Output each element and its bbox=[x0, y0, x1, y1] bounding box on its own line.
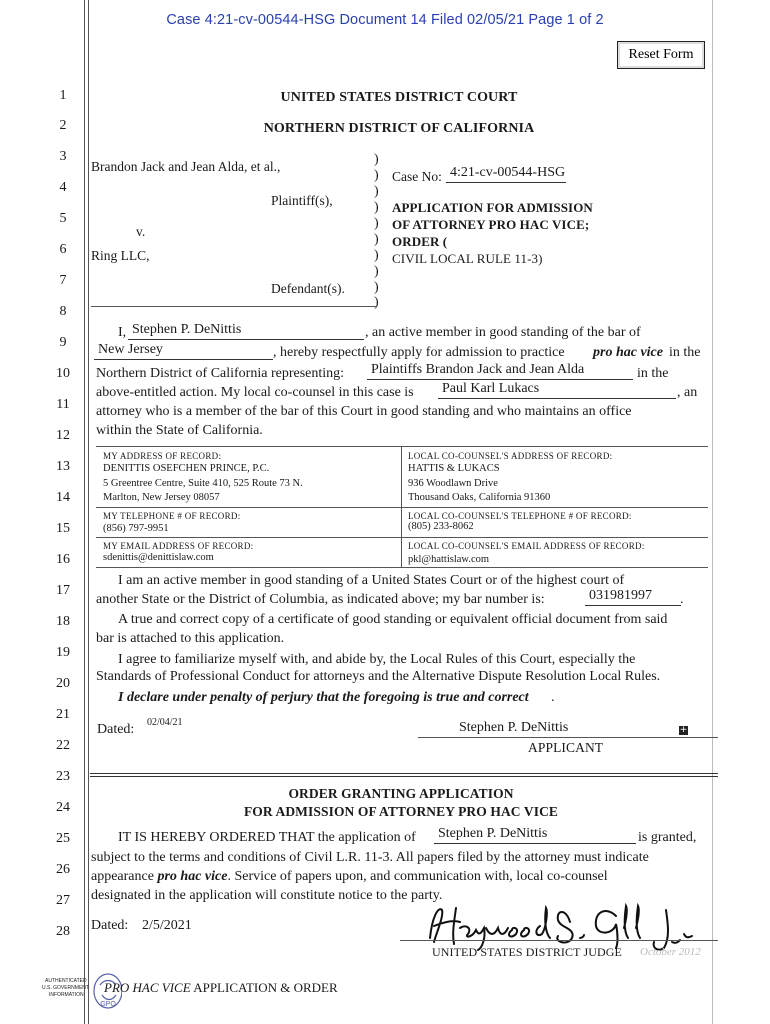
line-number: 23 bbox=[56, 769, 70, 784]
caption-title-3: ORDER ( bbox=[392, 234, 448, 249]
caption-title-2: OF ATTORNEY PRO HAC VICE; bbox=[392, 217, 590, 232]
line-number: 28 bbox=[56, 924, 70, 939]
line-number: 2 bbox=[59, 118, 67, 133]
order-p3: appearance pro hac vice. Service of papers upon, and communication with, local co-counsel bbox=[91, 869, 608, 884]
order-dated-field[interactable]: 2/5/2021 bbox=[142, 918, 192, 933]
cc-address-line-3: Thousand Oaks, California 91360 bbox=[408, 492, 551, 503]
order-title-1: ORDER GRANTING APPLICATION bbox=[288, 786, 514, 801]
line-number: 17 bbox=[56, 583, 70, 598]
my-email-label: MY EMAIL ADDRESS OF RECORD: bbox=[103, 541, 254, 551]
form-date: October 2012 bbox=[640, 946, 701, 958]
line-number: 16 bbox=[56, 552, 70, 567]
app-text-3: in the bbox=[669, 345, 701, 360]
svg-text:INFORMATION: INFORMATION bbox=[49, 992, 84, 998]
right-margin-rule bbox=[712, 0, 713, 1024]
cc-email-field[interactable]: pkl@hattislaw.com bbox=[408, 554, 490, 565]
order-applicant-field[interactable]: Stephen P. DeNittis bbox=[434, 826, 636, 844]
add-signature-icon[interactable]: + bbox=[679, 725, 688, 735]
app-text-4: Northern District of California representing: bbox=[96, 366, 345, 381]
line-number: 1 bbox=[59, 88, 67, 103]
bar-number-field[interactable]: 031981997 bbox=[585, 588, 681, 606]
applicant-label: APPLICANT bbox=[528, 740, 604, 755]
court-district: NORTHERN DISTRICT OF CALIFORNIA bbox=[263, 121, 535, 136]
body-p2b: bar is attached to this application. bbox=[96, 631, 285, 646]
app-text-1: , an active member in good standing of the bar of bbox=[365, 325, 641, 340]
local-counsel-field[interactable]: Paul Karl Lukacs bbox=[438, 381, 676, 399]
line-number: 22 bbox=[56, 738, 70, 753]
footer-text: PRO HAC VICE APPLICATION & ORDER bbox=[104, 980, 338, 995]
left-margin-rule-inner bbox=[88, 0, 89, 1024]
cc-address-line-1: HATTIS & LUKACS bbox=[408, 463, 500, 474]
line-number: 14 bbox=[56, 490, 70, 505]
order-dated-label: Dated: bbox=[91, 918, 129, 933]
order-p1b: is granted, bbox=[638, 830, 697, 845]
caption-title-4: CIVIL LOCAL RULE 11-3) bbox=[392, 251, 543, 266]
defendants-label: Defendant(s). bbox=[271, 281, 345, 296]
left-margin-rule bbox=[84, 0, 85, 1024]
cc-address-line-2: 936 Woodlawn Drive bbox=[408, 478, 498, 489]
line-number: 12 bbox=[56, 428, 70, 443]
app-text-8: attorney who is a member of the bar of this Court in good standing and who maintains an office bbox=[96, 404, 632, 419]
caption-title-1: APPLICATION FOR ADMISSION bbox=[392, 200, 593, 215]
cc-phone-field[interactable]: (805) 233-8062 bbox=[408, 521, 474, 532]
line-number: 19 bbox=[56, 645, 70, 660]
my-address-line-3: Marlton, New Jersey 08057 bbox=[103, 492, 220, 503]
line-number: 9 bbox=[59, 335, 67, 350]
reset-form-button[interactable]: Reset Form bbox=[617, 41, 705, 69]
my-address-label: MY ADDRESS OF RECORD: bbox=[103, 451, 222, 461]
judge-label: UNITED STATES DISTRICT JUDGE bbox=[432, 945, 622, 959]
pro-hac-vice-text-2: pro hac vice bbox=[157, 869, 228, 884]
cc-email-label: LOCAL CO-COUNSEL'S EMAIL ADDRESS OF RECORD: bbox=[408, 541, 645, 551]
svg-text:U.S. GOVERNMENT: U.S. GOVERNMENT bbox=[42, 985, 89, 991]
case-no-field[interactable]: 4:21-cv-00544-HSG bbox=[446, 165, 566, 183]
app-text-6: above-entitled action. My local co-counsel in this case is bbox=[96, 385, 414, 400]
order-p1a: IT IS HEREBY ORDERED THAT the application of bbox=[118, 830, 416, 845]
svg-text:GPO: GPO bbox=[100, 1001, 116, 1008]
my-address-line-1: DENITTIS OSEFCHEN PRINCE, P.C. bbox=[103, 463, 270, 474]
caption-underline bbox=[91, 306, 376, 307]
app-dated-label: Dated: bbox=[97, 722, 135, 737]
body-p2a: A true and correct copy of a certificate of good standing or equivalent official document from said bbox=[118, 612, 668, 627]
line-number: 18 bbox=[56, 614, 70, 629]
svg-text:AUTHENTICATED: AUTHENTICATED bbox=[45, 978, 87, 984]
body-p1a: I am an active member in good standing of a United States Court or of the highest court of bbox=[118, 573, 625, 588]
order-p2: subject to the terms and conditions of Civil L.R. 11-3. All papers filed by the attorney must indicate bbox=[91, 850, 649, 865]
body-p3a: I agree to familiarize myself with, and abide by, the Local Rules of this Court, especially the bbox=[118, 652, 636, 667]
i-label: I, bbox=[118, 325, 127, 340]
line-number: 13 bbox=[56, 459, 70, 474]
case-no-label: Case No: bbox=[392, 169, 442, 184]
line-number: 8 bbox=[59, 304, 67, 319]
line-number: 10 bbox=[56, 366, 70, 381]
plaintiff-names: Brandon Jack and Jean Alda, et al., bbox=[91, 159, 281, 174]
pro-hac-vice-text: pro hac vice bbox=[593, 345, 663, 360]
declaration-end: . bbox=[551, 690, 555, 705]
body-p3b: Standards of Professional Conduct for attorneys and the Alternative Dispute Resolution Local Rules. bbox=[96, 669, 661, 684]
line-number: 20 bbox=[56, 676, 70, 691]
line-number: 25 bbox=[56, 831, 70, 846]
line-number: 21 bbox=[56, 707, 70, 722]
line-number: 11 bbox=[56, 397, 70, 412]
app-text-9: within the State of California. bbox=[96, 423, 263, 438]
line-number: 24 bbox=[56, 800, 70, 815]
line-number: 5 bbox=[59, 211, 67, 226]
line-number: 26 bbox=[56, 862, 70, 877]
court-name: UNITED STATES DISTRICT COURT bbox=[280, 90, 518, 105]
applicant-signer-field[interactable]: Stephen P. DeNittis bbox=[459, 720, 569, 735]
line-number: 27 bbox=[56, 893, 70, 908]
defendant-name: Ring LLC, bbox=[91, 248, 150, 263]
body-p1b: another State or the District of Columbia, as indicated above; my bar number is: bbox=[96, 592, 545, 607]
my-phone-field[interactable]: (856) 797-9951 bbox=[103, 523, 169, 534]
my-phone-label: MY TELEPHONE # OF RECORD: bbox=[103, 511, 241, 521]
order-p4: designated in the application will constitute notice to the party. bbox=[91, 888, 443, 903]
app-dated-field[interactable]: 02/04/21 bbox=[147, 717, 183, 728]
line-number: 3 bbox=[59, 149, 67, 164]
ecf-header: Case 4:21-cv-00544-HSG Document 14 Filed 02/05/21 Page 1 of 2 bbox=[166, 12, 604, 28]
line-number: 7 bbox=[59, 273, 67, 288]
representing-field[interactable]: Plaintiffs Brandon Jack and Jean Alda bbox=[367, 362, 633, 380]
cc-address-label: LOCAL CO-COUNSEL'S ADDRESS OF RECORD: bbox=[408, 451, 613, 461]
versus: v. bbox=[136, 224, 146, 239]
app-text-5: in the bbox=[637, 366, 669, 381]
line-number: 15 bbox=[56, 521, 70, 536]
app-text-2: , hereby respectfully apply for admission to practice bbox=[273, 345, 565, 360]
order-title-2: FOR ADMISSION OF ATTORNEY PRO HAC VICE bbox=[243, 804, 559, 819]
my-email-field[interactable]: sdenittis@denittislaw.com bbox=[103, 552, 214, 563]
attorney-name-field[interactable]: Stephen P. DeNittis bbox=[128, 322, 364, 340]
app-text-7: , an bbox=[677, 385, 698, 400]
judge-signature-name bbox=[360, 962, 370, 963]
declaration: I declare under penalty of perjury that the foregoing is true and correct bbox=[118, 690, 529, 705]
my-address-line-2: 5 Greentree Centre, Suite 410, 525 Route 73 N. bbox=[103, 478, 303, 489]
body-p1c: . bbox=[680, 592, 684, 607]
line-number: 6 bbox=[59, 242, 67, 257]
bar-state-field[interactable]: New Jersey bbox=[94, 342, 273, 360]
plaintiffs-label: Plaintiff(s), bbox=[271, 193, 333, 208]
cc-phone-label: LOCAL CO-COUNSEL'S TELEPHONE # OF RECORD: bbox=[408, 511, 632, 521]
line-number: 4 bbox=[59, 180, 67, 195]
